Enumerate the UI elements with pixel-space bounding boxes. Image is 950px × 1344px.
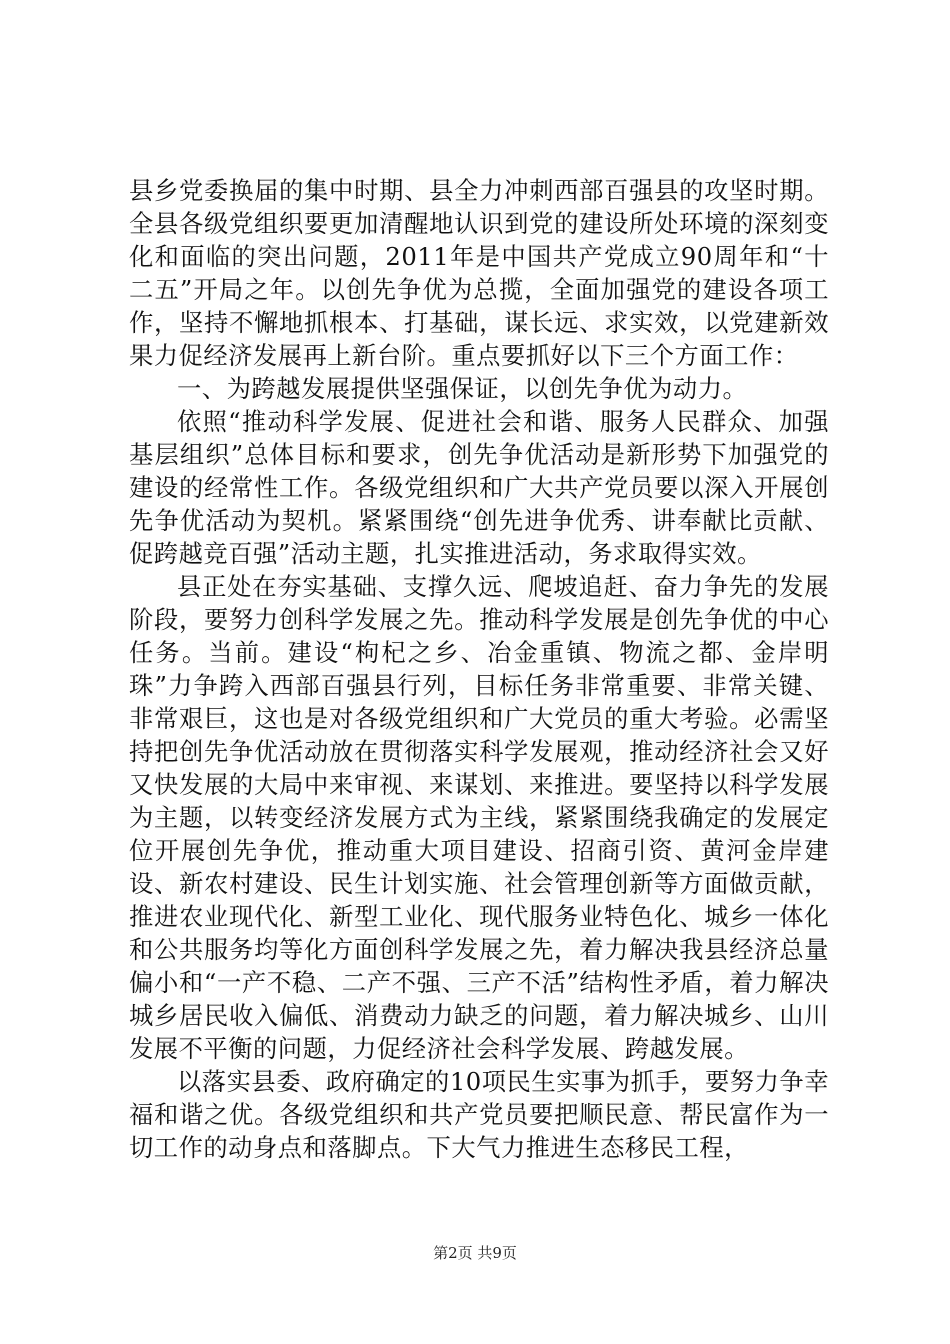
paragraph-5: 以落实县委、政府确定的10项民生实事为抓手，要努力争幸福和谐之优。各级党组织和共产党员要把顺民意、帮民富作为一切工作的动身点和落脚点。下大气力推进生态移民工程， [129, 1067, 829, 1162]
page-footer: 第2页 共9页 [433, 1244, 517, 1262]
paragraph-1: 县乡党委换届的集中时期、县全力冲刺西部百强县的攻坚时期。全县各级党组织要更加清醒地认识到党的建设所处环境的深刻变化和面临的突出问题，2011年是中国共产党成立90周年和“十二五”开局之年。以创先争优为总揽，全面加强党的建设各项工作，坚持不懈地抓根本、打基础，谋长远、求实效，以党建新效果力促经济发展再上新台阶。重点要抓好以下三个方面工作： [129, 176, 829, 370]
document-body [129, 174, 829, 1164]
paragraph-4: 县正处在夯实基础、支撑久远、爬坡追赶、奋力争先的发展阶段，要努力创科学发展之先。推动科学发展是创先争优的中心任务。当前。建设“枸杞之乡、冶金重镇、物流之都、金岸明珠”力争跨入西部百强县行列，目标任务非常重要、非常关键、非常艰巨，这也是对各级党组织和广大党员的重大考验。必需坚持把创先争优活动放在贯彻落实科学发展观，推动经济社会又好又快发展的大局中来审视、来谋划、来推进。要坚持以科学发展为主题，以转变经济发展方式为主线，紧紧围绕我确定的发展定位开展创先争优，推动重大项目建设、招商引资、黄河金岸建设、新农村建设、民生计划实施、社会管理创新等方面做贡献，推进农业现代化、新型工业化、现代服务业特色化、城乡一体化和公共服务均等化方面创科学发展之先，着力解决我县经济总量偏小和“一产不稳、二产不强、三产不活”结构性矛盾，着力解决城乡居民收入偏低、消费动力缺乏的问题，着力解决城乡、山川发展不平衡的问题，力促经济社会科学发展、跨越发展。 [129, 572, 829, 1063]
paragraph-2-heading: 一、为跨越发展提供坚强保证，以创先争优为动力。 [177, 374, 748, 403]
paragraph-3: 依照“推动科学发展、促进社会和谐、服务人民群众、加强基层组织”总体目标和要求，创先争优活动是新形势下加强党的建设的经常性工作。各级党组织和广大共产党员要以深入开展创先争优活动为契机。紧紧围绕“创先进争优秀、讲奉献比贡献、促跨越竞百强”活动主题，扎实推进活动，务求取得实效。 [129, 407, 829, 568]
